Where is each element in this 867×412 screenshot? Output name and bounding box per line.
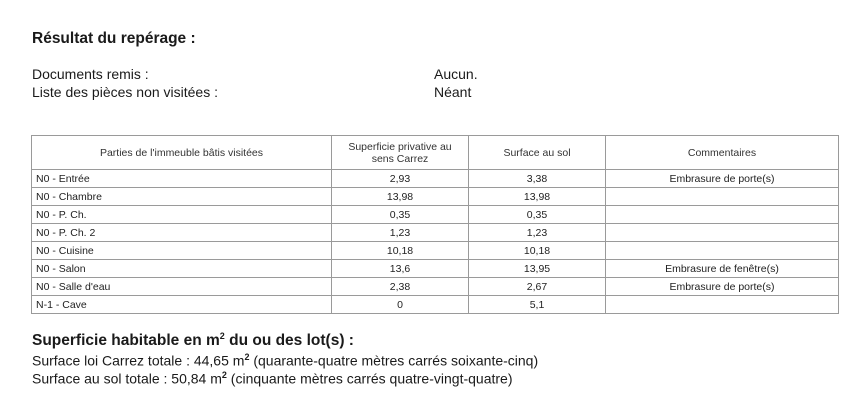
comment-cell: Embrasure de fenêtre(s) <box>606 260 839 278</box>
room-cell: N0 - P. Ch. <box>32 206 332 224</box>
title-text-end: du ou des lot(s) : <box>224 332 354 350</box>
comment-cell <box>606 206 839 224</box>
habitable-surface-title <box>32 331 354 350</box>
floor-total-line <box>32 370 512 387</box>
floor-area-cell: 2,67 <box>469 278 606 296</box>
table-row <box>32 278 839 296</box>
comment-cell: Embrasure de porte(s) <box>606 170 839 188</box>
carrez-superscript: 2 <box>244 352 250 362</box>
carrez-total-line <box>32 352 538 369</box>
floor-area-cell: 3,38 <box>469 170 606 188</box>
room-cell: N0 - Salle d'eau <box>32 278 332 296</box>
floor-area-cell: 0,35 <box>469 206 606 224</box>
floor-area-cell: 5,1 <box>469 296 606 314</box>
column-header: Superficie privative au sens Carrez <box>332 136 469 170</box>
floor-area-cell: 1,23 <box>469 224 606 242</box>
floor-area-cell: 13,95 <box>469 260 606 278</box>
comment-cell: Embrasure de porte(s) <box>606 278 839 296</box>
table-row <box>32 296 839 314</box>
carrez-cell: 0,35 <box>332 206 469 224</box>
room-cell: N-1 - Cave <box>32 296 332 314</box>
rooms-not-visited-label: Liste des pièces non visitées : <box>32 84 218 100</box>
table-row <box>32 170 839 188</box>
column-header: Parties de l'immeuble bâtis visitées <box>32 136 332 170</box>
floor-area-cell: 10,18 <box>469 242 606 260</box>
table-row <box>32 206 839 224</box>
carrez-total-text: Surface loi Carrez totale : 44,65 m <box>32 352 245 369</box>
rooms-not-visited-value: Néant <box>434 84 472 100</box>
column-header: Commentaires <box>606 136 839 170</box>
documents-label: Documents remis : <box>32 66 149 82</box>
carrez-cell: 1,23 <box>332 224 469 242</box>
carrez-cell: 13,98 <box>332 188 469 206</box>
floor-total-text: Surface au sol totale : 50,84 m <box>32 370 222 387</box>
table-row <box>32 188 839 206</box>
carrez-cell: 2,93 <box>332 170 469 188</box>
room-cell: N0 - Cuisine <box>32 242 332 260</box>
table-row <box>32 242 839 260</box>
title-superscript: 2 <box>219 331 225 341</box>
comment-cell <box>606 242 839 260</box>
carrez-total-words: (quarante-quatre mètres carrés soixante-cinq) <box>249 352 539 369</box>
documents-value: Aucun. <box>434 66 478 82</box>
surface-table <box>31 135 839 314</box>
carrez-cell: 10,18 <box>332 242 469 260</box>
table-header-row <box>32 136 839 170</box>
floor-superscript: 2 <box>221 370 227 380</box>
room-cell: N0 - P. Ch. 2 <box>32 224 332 242</box>
carrez-cell: 0 <box>332 296 469 314</box>
comment-cell <box>606 188 839 206</box>
room-cell: N0 - Salon <box>32 260 332 278</box>
title-text: Superficie habitable en m <box>32 332 220 350</box>
room-cell: N0 - Chambre <box>32 188 332 206</box>
comment-cell <box>606 224 839 242</box>
comment-cell <box>606 296 839 314</box>
table-row <box>32 260 839 278</box>
floor-total-words: (cinquante mètres carrés quatre-vingt-quatre) <box>226 370 513 387</box>
column-header: Surface au sol <box>469 136 606 170</box>
table-row <box>32 224 839 242</box>
floor-area-cell: 13,98 <box>469 188 606 206</box>
room-cell: N0 - Entrée <box>32 170 332 188</box>
carrez-cell: 2,38 <box>332 278 469 296</box>
carrez-cell: 13,6 <box>332 260 469 278</box>
section-title: Résultat du repérage : <box>32 30 196 47</box>
